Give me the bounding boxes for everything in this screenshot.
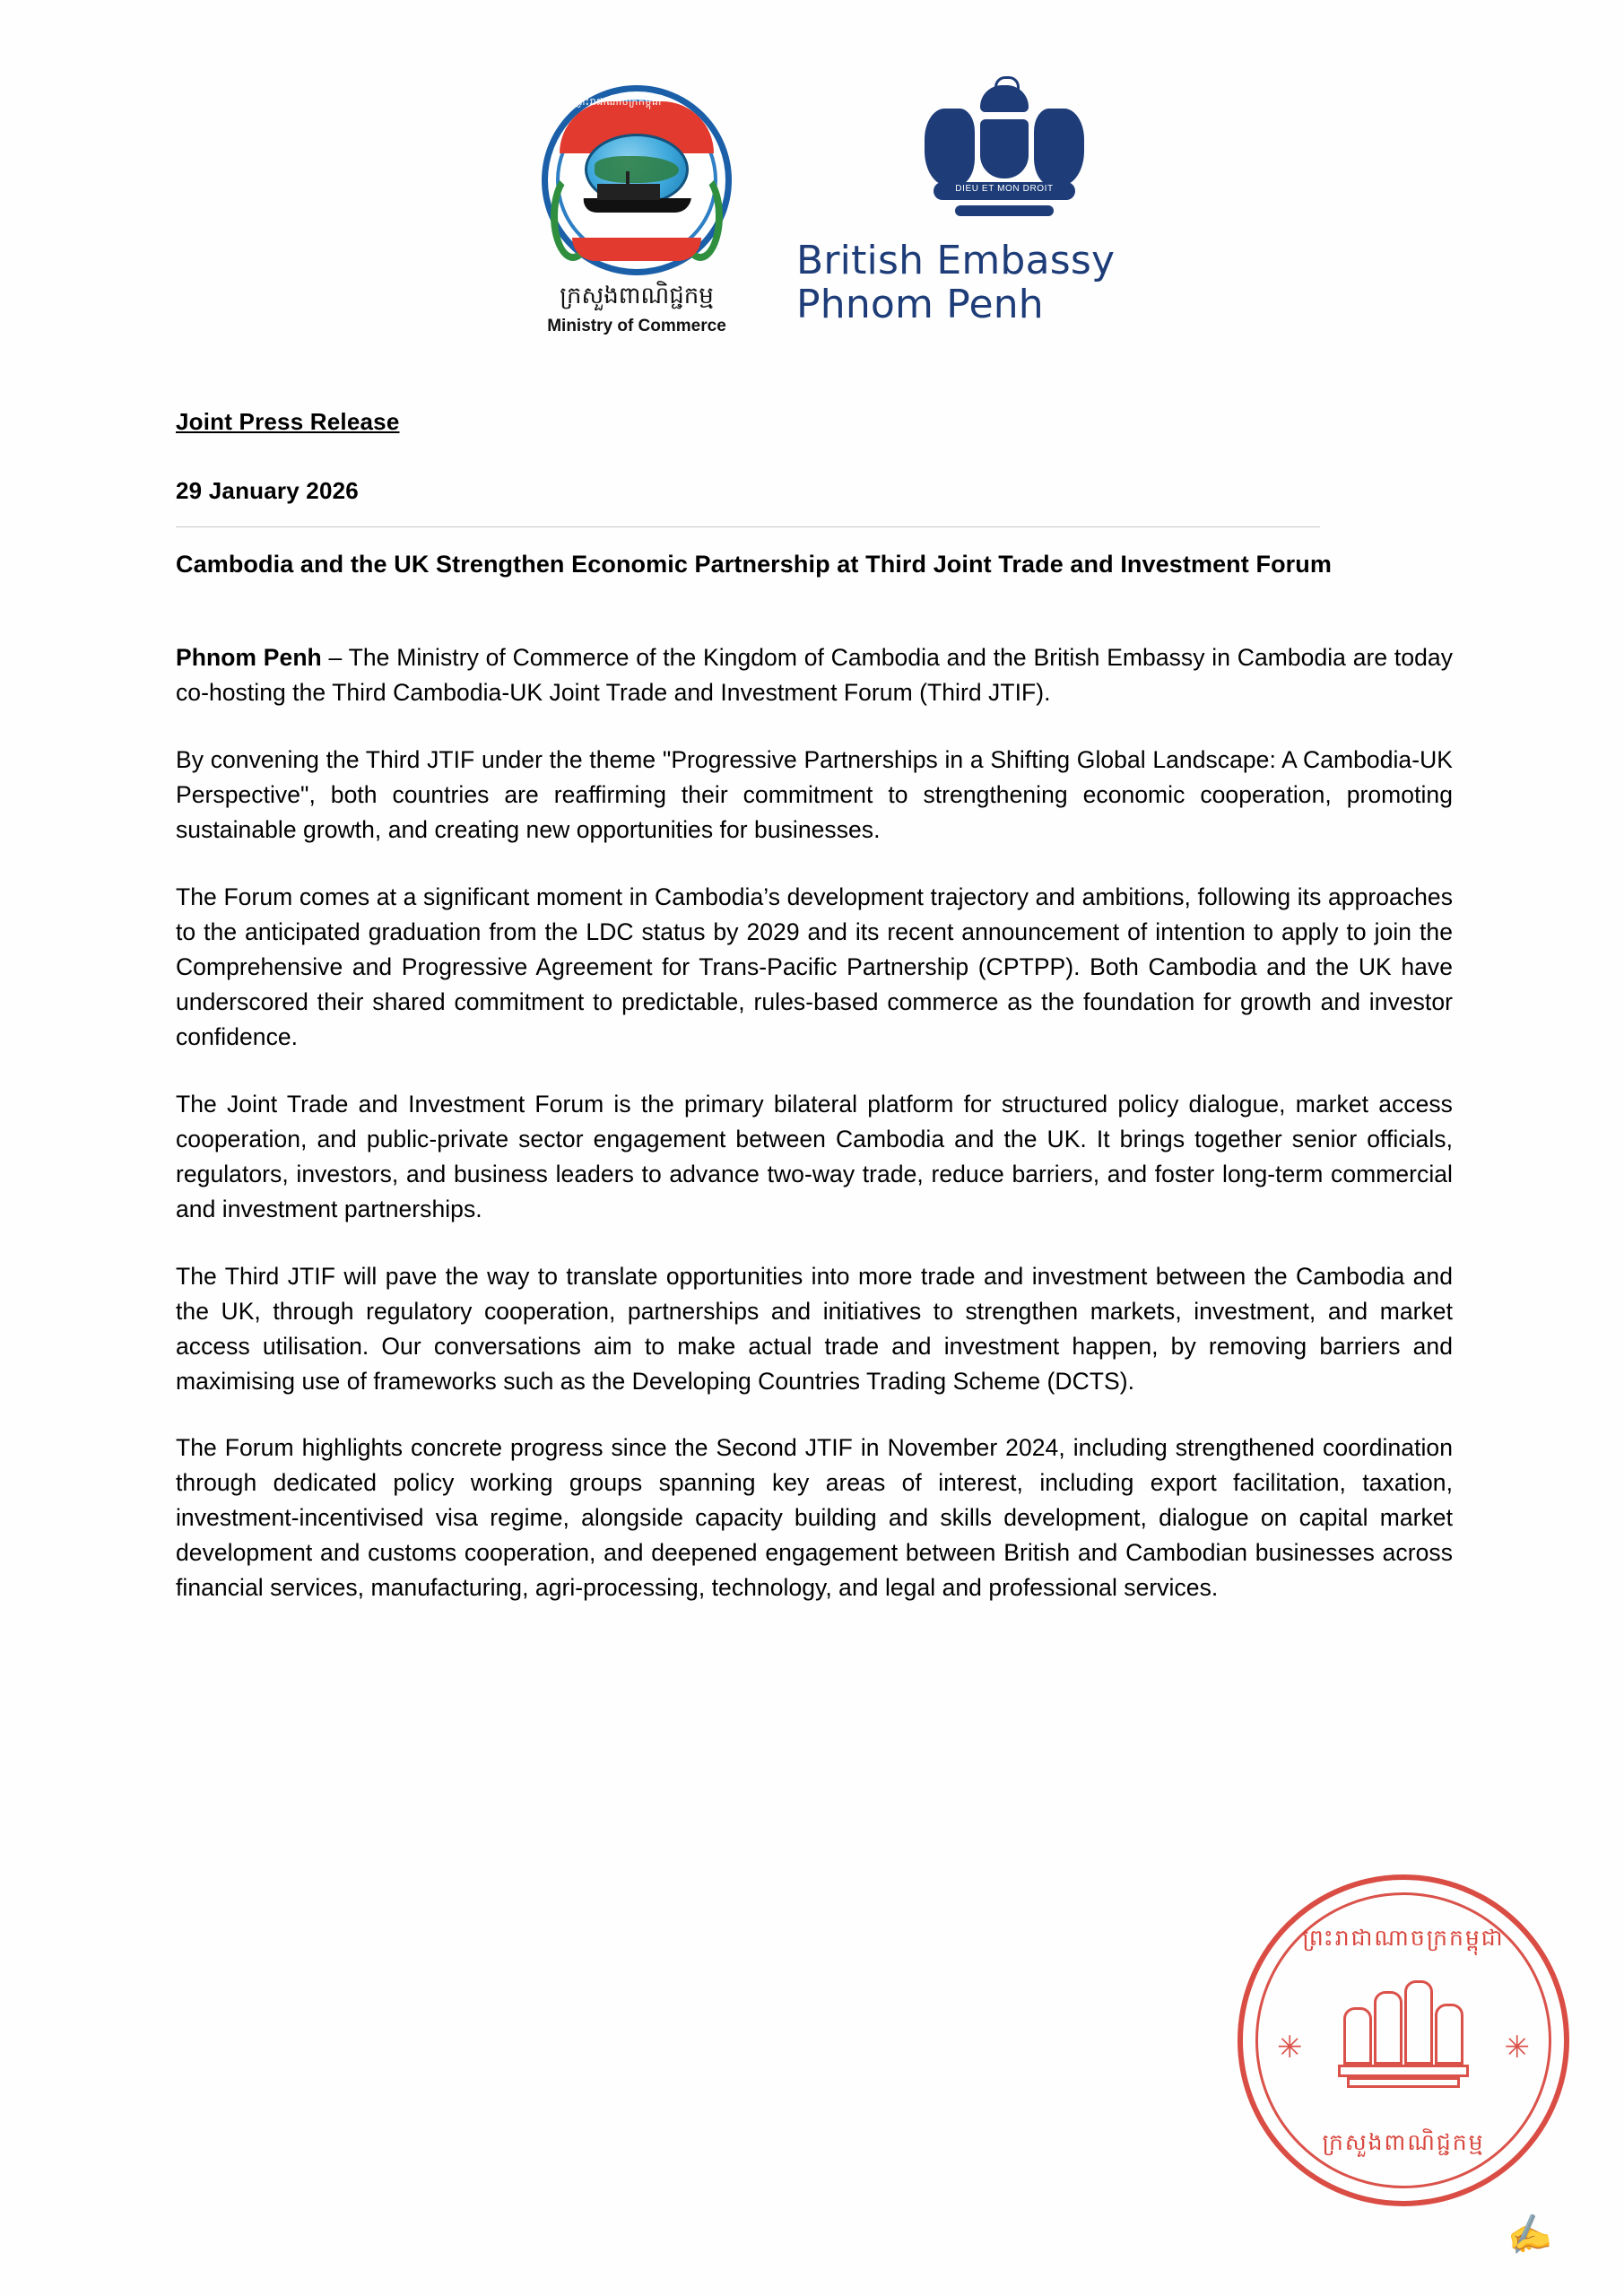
royal-coat-of-arms-icon [901, 85, 1107, 233]
british-embassy-logo [789, 85, 1220, 327]
dateline: Phnom Penh [176, 644, 322, 672]
stamp-star-right-icon: ✳ [1504, 2031, 1530, 2065]
unicorn-icon [1034, 109, 1084, 186]
paragraph-1-text: – The Ministry of Commerce of the Kingdom of Cambodia and the British Embassy in Cambodia are today co-hosting the Third Cambodia-UK Joint Trade and Investment Forum (Third JTIF). [176, 644, 1453, 707]
ministry-name-khmer: ក្រសួងពាណិជ្ជកម្ម [560, 283, 714, 309]
emblem-bottom-band [572, 238, 701, 261]
document-body [176, 408, 1453, 1605]
paragraph-3: The Forum comes at a significant moment in Cambodia’s development trajectory and ambitions, following its approaches to the anticipated graduation from the LDC status by 2029 and its recent announcement of intention to apply to join the Comprehensive and Progressive Agreement for Trans-Pacific Partnership (CPTPP). Both Cambodia and the UK have underscored their shared commitment to predictable, rules-based commerce as the foundation for growth and investor confidence. [176, 883, 1453, 1050]
stamp-top-text: ព្រះរាជាណាចក្រកម្ពុជា [1302, 1925, 1505, 1951]
ship-hull [582, 198, 691, 213]
temple-tower-3 [1404, 1980, 1433, 2065]
stamp-inner-ring [1255, 1892, 1551, 2188]
paragraph-4: The Joint Trade and Investment Forum is the primary bilateral platform for structured policy dialogue, market access cooperation, and public-private sector engagement between Cambodia and the UK. It brings together senior officials, regulators, investors, and business leaders to advance two-way trade, reduce barriers, and foster long-term commercial and investment partnerships. [176, 1090, 1453, 1222]
lion-icon [925, 109, 975, 186]
paragraph-2: By convening the Third JTIF under the theme "Progressive Partnerships in a Shifting Global Landscape: A Cambodia-UK Perspective", both countries are reaffirming their commitment to strengthening economic cooperation, promoting sustainable growth, and creating new opportunities for businesses. [176, 746, 1453, 844]
shield-icon [980, 119, 1029, 178]
ministry-of-commerce-logo [507, 85, 767, 336]
document-type-label: Joint Press Release [176, 408, 400, 435]
temple-tower-2 [1374, 1991, 1403, 2065]
crest-base [955, 205, 1054, 216]
handwritten-signature: ✍ [1502, 2210, 1555, 2259]
crown-icon [980, 85, 1029, 112]
document-date: 29 January 2026 [176, 477, 359, 504]
angkor-temple-icon [1338, 1980, 1469, 2088]
stamp-star-left-icon: ✳ [1277, 2031, 1303, 2065]
stamp-bottom-text: ក្រសួងពាណិជ្ជកម្ម [1322, 2129, 1485, 2155]
page-title: Cambodia and the UK Strengthen Economic Partnership at Third Joint Trade and Investment Forum [176, 551, 1332, 578]
header-divider [176, 526, 1320, 527]
stamp-outer-ring [1238, 1874, 1569, 2206]
ship-mast [626, 171, 630, 187]
ministry-name-english: Ministry of Commerce [547, 317, 726, 335]
emblem-top-text: ព្រះរាជាណាចក្រកម្ពុជា [576, 97, 662, 108]
document-header [0, 85, 1624, 372]
ministry-emblem-icon [542, 85, 732, 275]
paragraph-1 [176, 640, 1453, 710]
paragraph-6: The Forum highlights concrete progress since the Second JTIF in November 2024, including strengthened coordination through dedicated policy working groups spanning key areas of interest, including export facilitation, taxation, investment-incentivised visa regime, alongside capacity building and skills development, dialogue on capital market development and customs cooperation, and deepened engagement between British and Cambodian businesses across financial services, manufacturing, agri-processing, technology, and legal and professional services. [176, 1434, 1453, 1602]
embassy-name-line1: British Embassy [796, 238, 1116, 283]
paragraph-5: The Third JTIF will pave the way to translate opportunities into more trade and investment between the Cambodia and the UK, through regulatory cooperation, partnerships and initiatives to strengthen markets, investment, and market access utilisation. Our conversations aim to make actual trade and investment happen, by removing barriers and maximising use of frameworks such as the Developing Countries Trading Scheme (DCTS). [176, 1262, 1453, 1395]
temple-tower-1 [1343, 2007, 1372, 2065]
temple-tower-4 [1435, 2004, 1463, 2065]
official-stamp-icon [1238, 1874, 1569, 2206]
crest-motto-text: DIEU ET MON DROIT [955, 184, 1054, 194]
temple-base-upper [1338, 2065, 1469, 2077]
temple-base-lower [1347, 2077, 1460, 2088]
embassy-name [789, 239, 1220, 327]
embassy-name-line2: Phnom Penh [796, 282, 1044, 328]
